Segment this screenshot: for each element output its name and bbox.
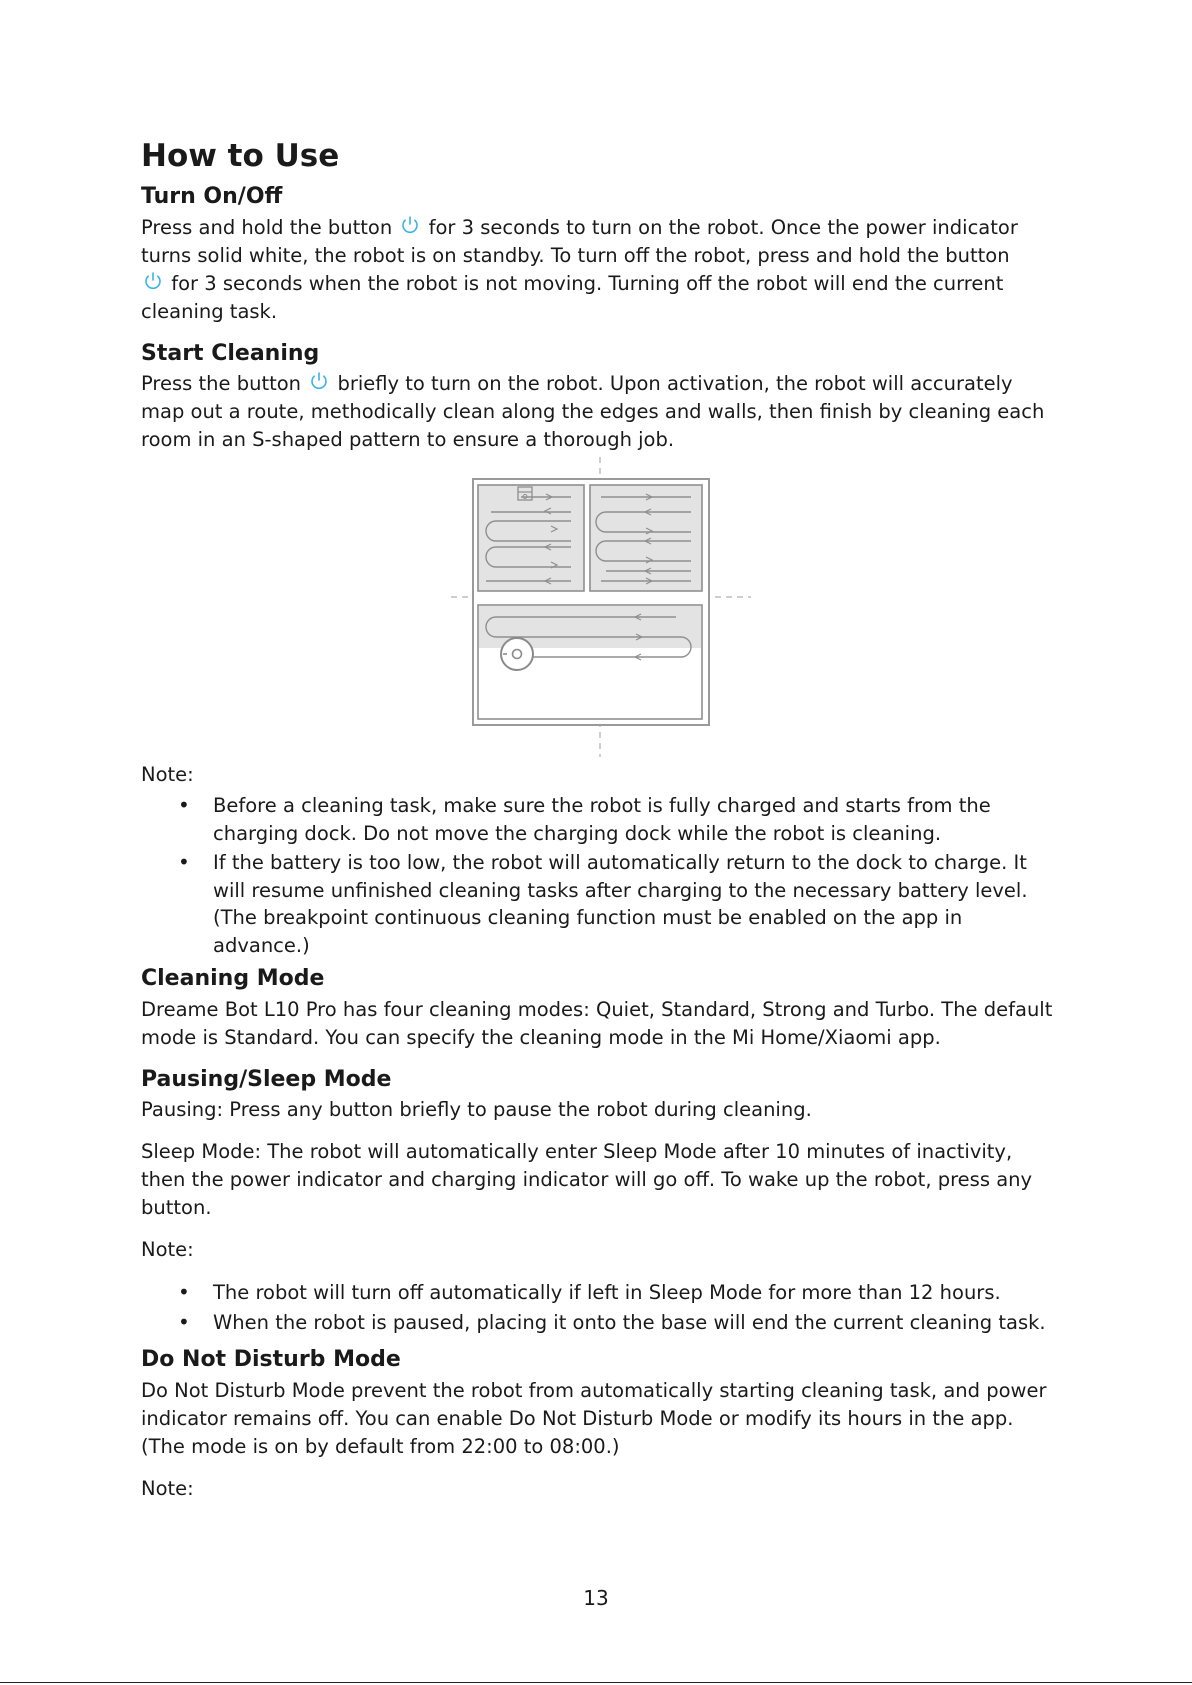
page-number: 13: [583, 1586, 609, 1610]
power-button-icon: [400, 215, 420, 235]
section-heading-start-cleaning: Start Cleaning: [141, 340, 320, 366]
section-heading-pausing-sleep: Pausing/Sleep Mode: [141, 1066, 392, 1092]
cleaning-mode-paragraph: Dreame Bot L10 Pro has four cleaning modes: Quiet, Standard, Strong and Turbo. The default mode is Standard. You can specify the cleaning mode in the Mi Home/Xiaomi app.: [141, 997, 1053, 1049]
list-item: • Before a cleaning task, make sure the robot is fully charged and starts from the charging dock. Do not move the charging dock while the robot is cleaning.: [213, 792, 1061, 847]
note-label: Note:: [141, 763, 194, 787]
start-cleaning-notes: [141, 792, 1061, 959]
pausing-notes: [141, 1279, 1061, 1336]
list-item: • The robot will turn off automatically if left in Sleep Mode for more than 12 hours.: [213, 1279, 1061, 1307]
note-label: Note:: [141, 1476, 194, 1500]
section-heading-do-not-disturb: Do Not Disturb Mode: [141, 1347, 401, 1373]
list-item: • If the battery is too low, the robot will automatically return to the dock to charge. It will resume unfinished cleaning tasks after charging to the necessary battery level. (The breakpoint continuous cleaning function must be enabled on the app in advance.): [213, 849, 1061, 959]
do-not-disturb-paragraph: Do Not Disturb Mode prevent the robot from automatically starting cleaning task, and power indicator remains off. You can enable Do Not Disturb Mode or modify its hours in the app. (The mode is on by default from 22:00 to 08:00.): [141, 1378, 1047, 1458]
note-label: Note:: [141, 1238, 194, 1262]
start-cleaning-paragraph: Press the button briefly to turn on the robot. Upon activation, the robot will accurately map out a route, methodically clean along the edges and walls, then finish by cleaning each room in an S-shaped pattern to ensure a thorough job.: [141, 372, 1045, 452]
pausing-paragraph: Pausing: Press any button briefly to pause the robot during cleaning.: [141, 1098, 812, 1122]
section-heading-cleaning-mode: Cleaning Mode: [141, 966, 325, 992]
cleaning-route-diagram: [451, 457, 751, 757]
list-item: • When the robot is paused, placing it onto the base will end the current cleaning task.: [213, 1309, 1061, 1337]
power-button-icon: [143, 271, 163, 291]
page-content: [141, 138, 1061, 1517]
power-button-icon: [309, 371, 329, 391]
page-bottom-rule: [0, 1682, 1192, 1683]
turn-on-off-paragraph: Press and hold the button for 3 seconds to turn on the robot. Once the power indicator turns solid white, the robot is on standby. To turn off the robot, press and hold the button for 3 seconds when the robot is not moving. Turning off the robot will end the current cleaning task.: [141, 215, 1018, 323]
sleep-mode-paragraph: Sleep Mode: The robot will automatically enter Sleep Mode after 10 minutes of inactivity, then the power indicator and charging indicator will go off. To wake up the robot, press any button.: [141, 1140, 1033, 1220]
page-title: How to Use: [141, 138, 340, 174]
room-map-illustration: [451, 457, 751, 757]
section-heading-turn-on-off: Turn On/Off: [141, 184, 283, 210]
